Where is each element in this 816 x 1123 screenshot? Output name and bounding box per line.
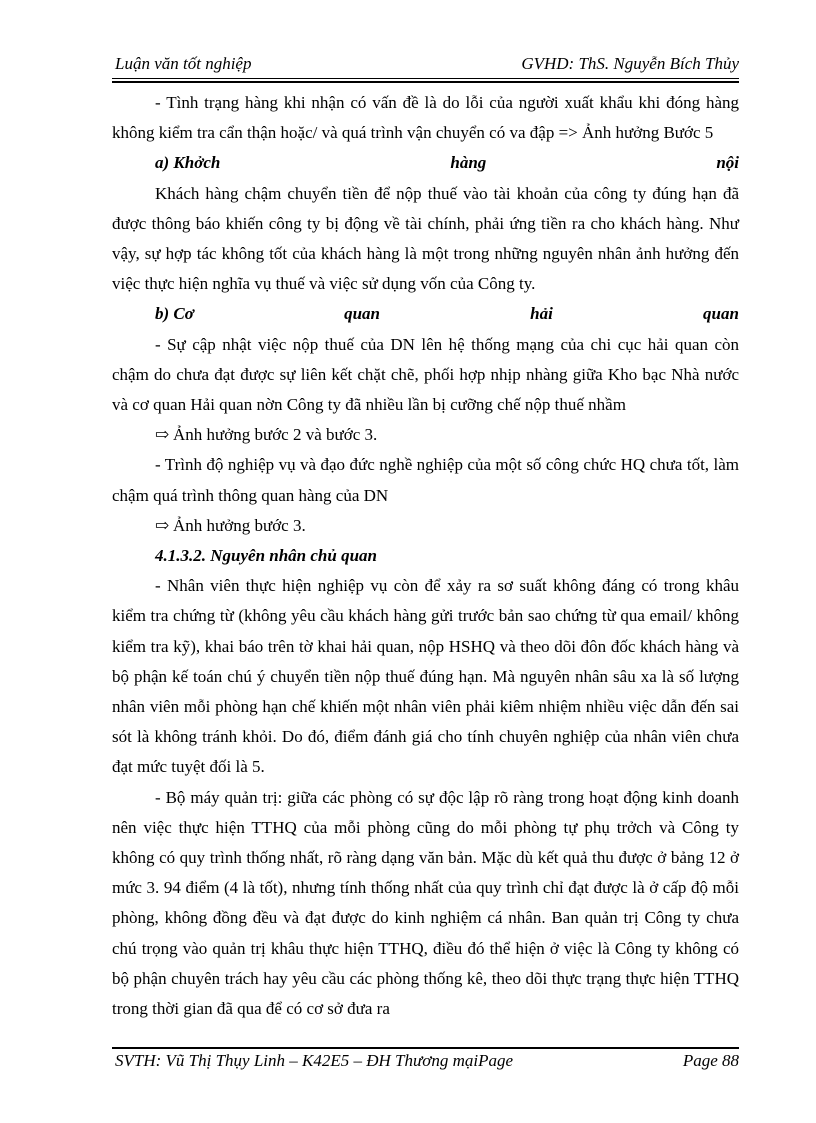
paragraph-tax-update: - Sự cập nhật việc nộp thuế của DN lên hệ thống mạng của chi cục hải quan còn chậm do chưa đạt được sự liên kết chặt chẽ, phối hợp nhịp nhàng giữa Kho bạc Nhà nước và cơ quan Hải quan nờn Công ty đã nhiều lần bị cưỡng chế nộp thuế nhầm	[112, 334, 739, 415]
impact-text-steps-2-3: Ảnh hưởng bước 2 và bước 3.	[173, 425, 378, 445]
page-number: Page 88	[682, 1051, 739, 1070]
paragraph-customer-payment: Khách hàng chậm chuyển tiền để nộp thuế vào tài khoản của công ty đúng hạn đã được thông báo khiến công ty bị động về tài chính, phải ứng tiền ra cho khách hàng. Như vậy, sự hợp tác không tốt của khách hàng là một trong những nguyên nhân ảnh hưởng đến việc thực hiện nghĩa vụ thuế và việc sử dụng vốn của Công ty.	[112, 183, 739, 294]
heading-a-customer	[112, 148, 739, 178]
paragraph-management: - Bộ máy quản trị: giữa các phòng có sự độc lập rõ ràng trong hoạt động kinh doanh nên việc thực hiện TTHQ của mỗi phòng cũng do mỗi phòng tự phụ trởch và Công ty không có quy trình thống nhất, rõ ràng dạng văn bản. Mặc dù kết quả thu được ở bảng 12 ở mức 3. 94 điểm (4 là tốt), nhưng tính thống nhất của quy trình chỉ đạt được là ở cấp độ mỗi phòng, không đồng đều và đạt được do kinh nghiệm cá nhân. Ban quản trị Công ty chưa chú trọng vào quản trị khâu thực hiện TTHQ, điều đó thể hiện ở việc là Công ty không có bộ phận chuyên trách hay yêu cầu các phòng thống kê, theo dõi thực trạng thực hiện TTHQ trong thời gian đã qua để có cơ sở đưa ra	[112, 787, 739, 1019]
impact-text-step-3: Ảnh hưởng bước 3.	[173, 515, 306, 535]
paragraph-officer-competence: - Trình độ nghiệp vụ và đạo đức nghề nghiệp của một số công chức HQ chưa tốt, làm chậm quá trình thông quan hàng của DN	[112, 455, 739, 505]
paragraph-goods-condition: - Tình trạng hàng khi nhận có vấn đề là do lỗi của người xuất khẩu khi đóng hàng không kiểm tra cẩn thận hoặc/ và quá trình vận chuyển có va đập => Ảnh hưởng Bước 5	[112, 93, 739, 143]
heading-b-word-2: quan	[344, 304, 380, 324]
impact-line-steps-2-3	[112, 420, 739, 450]
footer-student-info: SVTH: Vũ Thị Thụy Linh – K42E5 – ĐH Thương mạiPage	[115, 1051, 514, 1070]
header-thesis-title: Luận văn tốt nghiệp	[115, 54, 252, 73]
heading-b-word-4: quan	[703, 304, 739, 324]
heading-b-customs	[112, 299, 739, 329]
arrow-right-icon: ⇨	[155, 425, 170, 445]
page-footer	[112, 1050, 739, 1074]
heading-a-word-3: nội	[716, 153, 739, 173]
heading-b-word-1: b) Cơ	[155, 304, 194, 324]
footer-rule	[112, 1047, 739, 1049]
arrow-right-icon: ⇨	[155, 515, 170, 535]
header-supervisor: GVHD: ThS. Nguyễn Bích Thủy	[521, 54, 739, 73]
paragraph-staff-errors: - Nhân viên thực hiện nghiệp vụ còn để xảy ra sơ suất không đáng có trong khâu kiểm tra chứng từ (không yêu cầu khách hàng gửi trước bản sao chứng từ qua email/ không kiểm tra kỹ), khai báo trên tờ khai hải quan, nộp HSHQ và theo dõi đôn đốc khách hàng và bộ phận kế toán chú ý chuyển tiền nộp thuế đúng hạn. Mà nguyên nhân sâu xa là số lượng nhân viên mỗi phòng hạn chế khiến một nhân viên phải kiêm nhiệm nhiều việc dẫn đến sai sót là không tránh khỏi. Do đó, điểm đánh giá cho tính chuyên nghiệp của nhân viên chưa đạt mức tuyệt đối là 5.	[112, 576, 739, 777]
header-rule-thick	[112, 81, 739, 83]
heading-b-word-3: hải	[530, 304, 553, 324]
page-header	[112, 52, 739, 76]
heading-a-word-1: a) Khởch	[155, 153, 221, 173]
header-rule-thin	[112, 78, 739, 79]
heading-a-word-2: hàng	[450, 153, 487, 173]
section-heading-4132: 4.1.3.2. Nguyên nhân chủ quan	[155, 546, 378, 566]
page-body	[112, 88, 739, 1024]
impact-line-step-3	[112, 511, 739, 541]
